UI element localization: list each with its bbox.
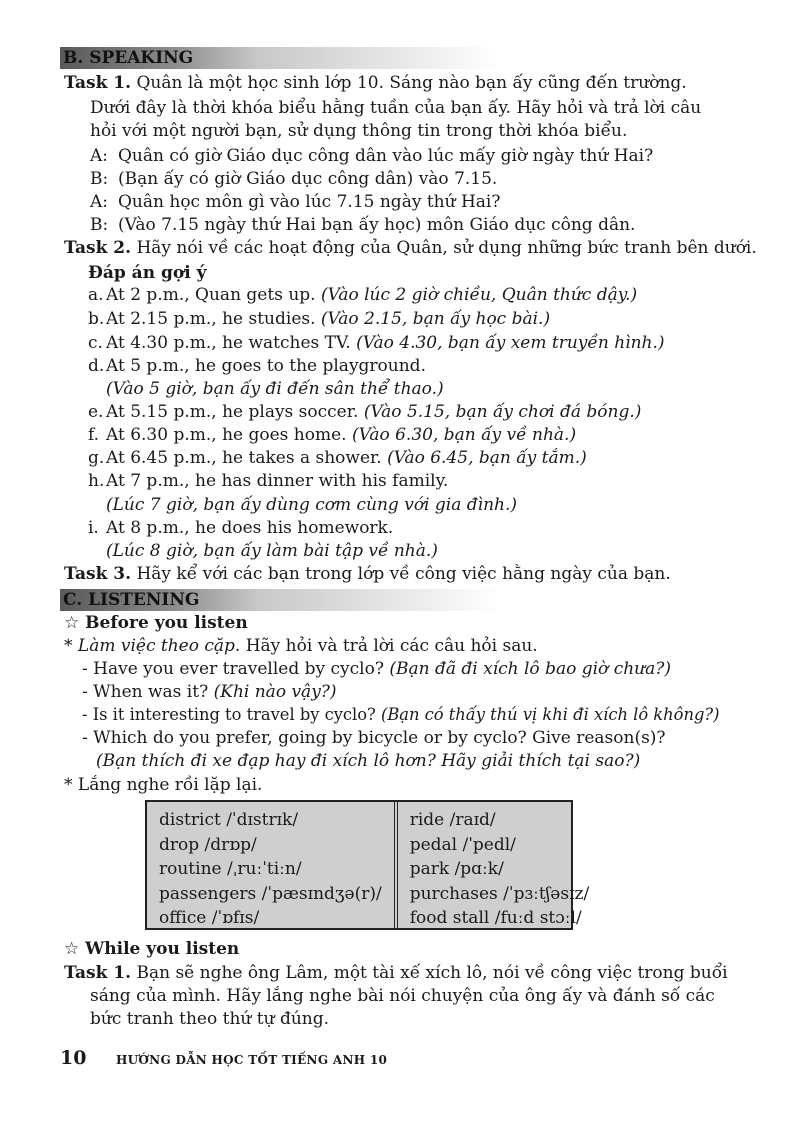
answer-vi: (Lúc 8 giờ, bạn ấy làm bài tập về nhà.)	[106, 541, 438, 561]
dialogue-line	[90, 191, 500, 213]
vocab-cell: ride /raɪd/	[409, 810, 496, 830]
speaker: A:	[90, 192, 109, 212]
vocabulary-table	[145, 800, 590, 930]
pair-work-line	[64, 635, 538, 657]
task-text: Hãy nói về các hoạt động của Quân, sử dụng những bức tranh bên dưới.	[136, 238, 757, 258]
question-vi: (Khi nào vậy?)	[213, 682, 337, 702]
task1-line2: Dưới đây là thời khóa biểu hằng tuần của bạn ấy. Hãy hỏi và trả lời câu	[90, 98, 702, 118]
page-number: 10	[60, 1047, 87, 1069]
vocabulary-column-left	[147, 802, 394, 928]
dialogue-line	[90, 214, 635, 236]
speaker: B:	[90, 215, 109, 235]
answer-vi: (Vào 5.15, bạn ấy chơi đá bóng.)	[363, 402, 642, 422]
answer-en: At 6.30 p.m., he goes home.	[106, 425, 347, 445]
task-label: Task 1.	[64, 963, 132, 983]
section-heading-listening: C. LISTENING	[60, 589, 500, 611]
task-label: Task 1.	[64, 73, 132, 93]
speaker: A:	[90, 146, 109, 166]
while-you-listen-heading	[64, 938, 239, 960]
question-en: Is it interesting to travel by cyclo?	[92, 705, 376, 724]
book-title: HƯỚNG DẪN HỌC TỐT TIẾNG ANH 10	[116, 1053, 388, 1067]
task2-line	[64, 237, 757, 259]
question-vi: (Bạn đã đi xích lô bao giờ chưa?)	[389, 659, 671, 679]
vocab-cell: food stall /fuːd stɔːl/	[409, 908, 582, 928]
task3-line	[64, 563, 671, 585]
speaker: B:	[90, 169, 109, 189]
vocab-cell: purchases /ˈpɜːtʃəsɪz/	[409, 883, 590, 904]
question-item: - Is it interesting to travel by cyclo? (Bạn có thấy thú vị khi đi xích lô không?)	[82, 705, 720, 724]
answer-en: At 2.15 p.m., he studies.	[106, 309, 316, 329]
listen-repeat-line	[64, 774, 262, 796]
answer-vi: (Vào 6.45, bạn ấy tắm.)	[387, 448, 587, 468]
question-en: When was it?	[93, 682, 209, 702]
vocab-cell: passengers /ˈpæsɪndʒə(r)/	[159, 883, 382, 904]
bullet: *	[64, 775, 73, 795]
answer-vi: (Vào lúc 2 giờ chiều, Quân thức dậy.)	[320, 285, 638, 305]
answer-letter: e.	[88, 402, 104, 422]
task-label: Task 3.	[64, 564, 132, 584]
answer-en: At 6.45 p.m., he takes a shower.	[106, 448, 382, 468]
bullet: *	[64, 636, 73, 656]
answer-en: At 2 p.m., Quan gets up.	[106, 285, 316, 305]
subheading-text: Before you listen	[85, 613, 248, 633]
vocab-cell: office /ˈɒfɪs/	[159, 908, 260, 928]
star-icon: ☆	[64, 613, 80, 633]
page-footer	[60, 1047, 387, 1069]
instruction-text: Hãy hỏi và trả lời các câu hỏi sau.	[245, 636, 538, 656]
vocab-cell: pedal /ˈpedl/	[409, 834, 516, 855]
answer-item	[88, 401, 641, 423]
before-you-listen-heading	[64, 612, 248, 634]
dialogue-line	[90, 168, 497, 190]
vocab-cell: routine /ˌruːˈtiːn/	[159, 859, 302, 879]
answer-en: At 7 p.m., he has dinner with his family.	[106, 471, 449, 491]
star-icon: ☆	[64, 939, 80, 959]
dialogue-text: Quân có giờ Giáo dục công dân vào lúc mấy giờ ngày thứ Hai?	[118, 146, 654, 166]
listening-task1-line1	[64, 962, 728, 984]
question-en: Have you ever travelled by cyclo?	[93, 659, 384, 679]
answer-item	[88, 470, 448, 492]
answer-item	[88, 355, 426, 377]
question-en: Which do you prefer, going by bicycle or by cyclo? Give reason(s)?	[93, 728, 666, 748]
answer-letter: g.	[88, 448, 105, 468]
answer-vi: (Vào 4.30, bạn ấy xem truyền hình.)	[356, 333, 665, 353]
subheading-text: While you listen	[85, 939, 240, 959]
question-vi: (Bạn thích đi xe đạp hay đi xích lô hơn? Hãy giải thích tại sao?)	[96, 751, 641, 771]
answer-en: At 8 p.m., he does his homework.	[106, 518, 394, 538]
answer-letter: b.	[88, 309, 105, 329]
task-label: Task 2.	[64, 238, 132, 258]
answer-en: At 5.15 p.m., he plays soccer.	[106, 402, 359, 422]
answer-vi: (Vào 6.30, bạn ấy về nhà.)	[351, 425, 577, 445]
task1-line1	[64, 72, 687, 94]
answer-heading: Đáp án gợi ý	[88, 263, 207, 283]
vocab-cell: district /ˈdɪstrɪk/	[159, 810, 299, 830]
vocab-cell: park /pɑːk/	[409, 859, 504, 879]
vocabulary-column-right	[394, 802, 602, 928]
task-text: Bạn sẽ nghe ông Lâm, một tài xế xích lô, nói về công việc trong buổi	[136, 963, 728, 983]
answer-letter: d.	[88, 356, 105, 376]
dialogue-line	[90, 145, 653, 167]
answer-item	[88, 447, 587, 469]
vocab-cell: drop /drɒp/	[159, 834, 257, 855]
answer-item	[88, 308, 550, 330]
answer-letter: h.	[88, 471, 105, 491]
task1-line3: hỏi với một người bạn, sử dụng thông tin trong thời khóa biểu.	[90, 121, 628, 141]
dialogue-text: (Bạn ấy có giờ Giáo dục công dân) vào 7.15.	[118, 169, 498, 189]
listening-task1-line2: sáng của mình. Hãy lắng nghe bài nói chuyện của ông ấy và đánh số các	[90, 986, 715, 1006]
answer-letter: a.	[88, 285, 104, 305]
pair-work-text: Làm việc theo cặp.	[77, 636, 241, 656]
answer-letter: f.	[88, 425, 100, 445]
answer-letter: i.	[88, 518, 99, 538]
answer-en: At 4.30 p.m., he watches TV.	[106, 333, 351, 353]
dialogue-text: (Vào 7.15 ngày thứ Hai bạn ấy học) môn Giáo dục công dân.	[118, 215, 636, 235]
answer-vi: (Lúc 7 giờ, bạn ấy dùng cơm cùng với gia đình.)	[106, 495, 518, 515]
listen-repeat-text: Lắng nghe rồi lặp lại.	[77, 775, 263, 795]
answer-item	[88, 284, 637, 306]
question-item: - Have you ever travelled by cyclo? (Bạn đã đi xích lô bao giờ chưa?)	[82, 659, 671, 679]
answer-item	[88, 332, 665, 354]
task-text: Quân là một học sinh lớp 10. Sáng nào bạn ấy cũng đến trường.	[136, 73, 687, 93]
question-item: - When was it? (Khi nào vậy?)	[82, 682, 337, 702]
task-text: Hãy kể với các bạn trong lớp về công việc hằng ngày của bạn.	[136, 564, 671, 584]
answer-item	[88, 424, 576, 446]
answer-vi: (Vào 5 giờ, bạn ấy đi đến sân thể thao.)	[106, 379, 444, 399]
question-vi: (Bạn có thấy thú vị khi đi xích lô không?)	[380, 705, 720, 724]
answer-letter: c.	[88, 333, 103, 353]
question-item: - Which do you prefer, going by bicycle or by cyclo? Give reason(s)?	[82, 728, 666, 748]
section-heading-speaking: B. SPEAKING	[60, 47, 500, 69]
answer-vi: (Vào 2.15, bạn ấy học bài.)	[320, 309, 551, 329]
dialogue-text: Quân học môn gì vào lúc 7.15 ngày thứ Hai?	[118, 192, 501, 212]
answer-en: At 5 p.m., he goes to the playground.	[106, 356, 426, 376]
answer-item	[88, 517, 393, 539]
listening-task1-line3: bức tranh theo thứ tự đúng.	[90, 1009, 330, 1029]
